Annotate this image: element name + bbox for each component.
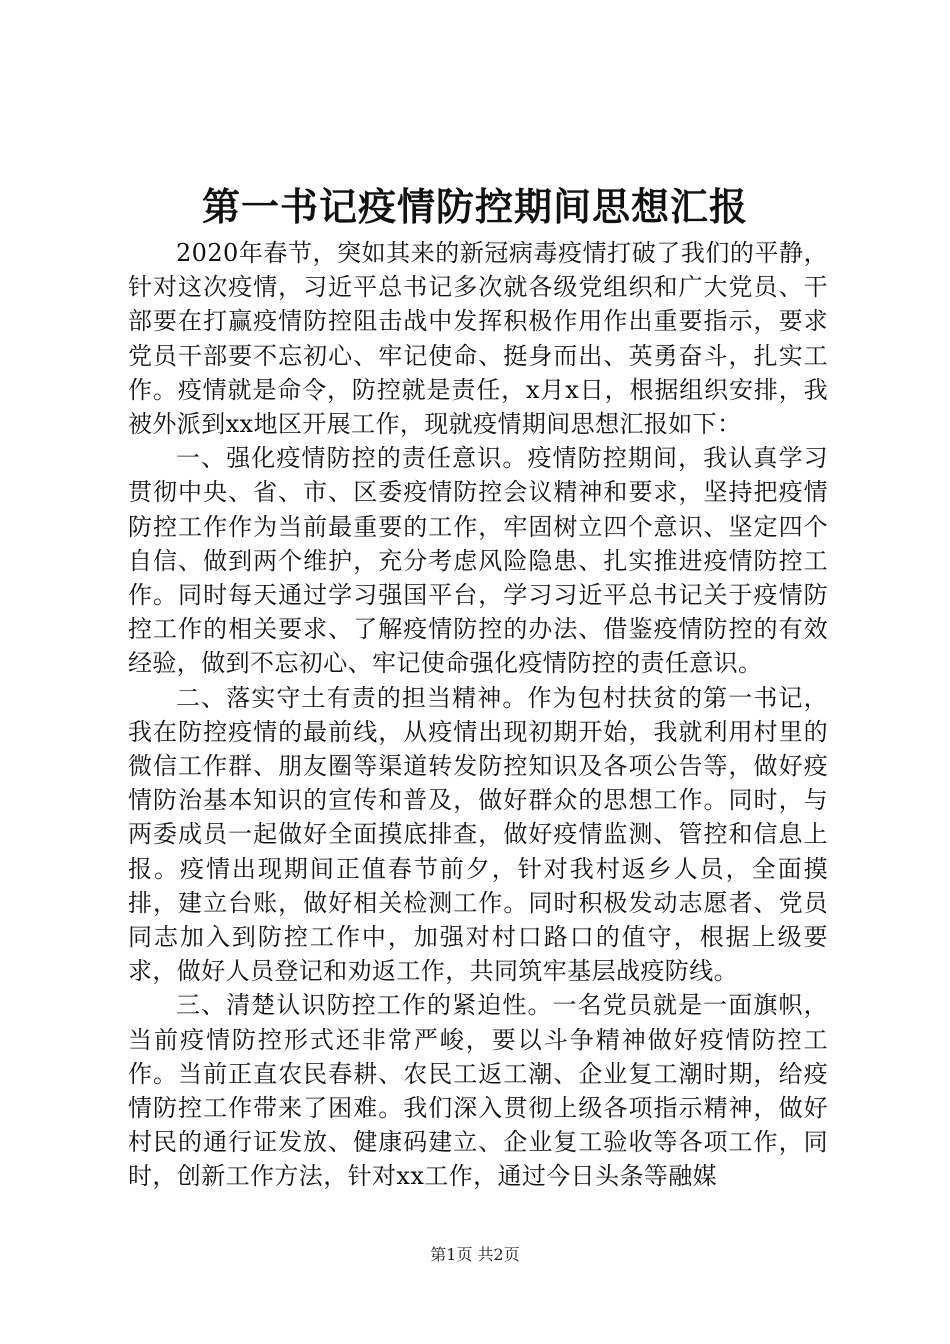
paragraph-intro: 2020年春节，突如其来的新冠病毒疫情打破了我们的平静，针对这次疫情，习近平总书记多次就各级党组织和广大党员、干部要在打赢疫情防控阻击战中发挥积极作用作出重要指示，要求党员干部要不忘初心、牢记使命、挺身而出、英勇奋斗，扎实工作。疫情就是命令，防控就是责任，x月x日，根据组织安排，我被外派到xx地区开展工作，现就疫情期间思想汇报如下： <box>128 239 828 439</box>
document-body <box>128 236 828 1194</box>
document-title: 第一书记疫情防控期间思想汇报 <box>201 184 748 229</box>
paragraph-section-1: 一、强化疫情防控的责任意识。疫情防控期间，我认真学习贯彻中央、省、市、区委疫情防控会议精神和要求，坚持把疫情防控工作作为当前最重要的工作，牢固树立四个意识、坚定四个自信、做到两个维护，充分考虑风险隐患、扎实推进疫情防控工作。同时每天通过学习强国平台，学习习近平总书记关于疫情防控工作的相关要求、了解疫情防控的办法、借鉴疫情防控的有效经验，做到不忘初心、牢记使命强化疫情防控的责任意识。 <box>128 444 828 678</box>
paragraph-section-2: 二、落实守土有责的担当精神。作为包村扶贫的第一书记，我在防控疫情的最前线，从疫情出现初期开始，我就利用村里的微信工作群、朋友圈等渠道转发防控知识及各项公告等，做好疫情防治基本知识的宣传和普及，做好群众的思想工作。同时，与两委成员一起做好全面摸底排查，做好疫情监测、管控和信息上报。疫情出现期间正值春节前夕，针对我村返乡人员，全面摸排，建立台账，做好相关检测工作。同时积极发动志愿者、党员同志加入到防控工作中，加强对村口路口的值守，根据上级要求，做好人员登记和劝返工作，共同筑牢基层战疫防线。 <box>128 683 828 986</box>
paragraph-section-3: 三、清楚认识防控工作的紧迫性。一名党员就是一面旗帜，当前疫情防控形式还非常严峻，要以斗争精神做好疫情防控工作。当前正直农民春耕、农民工返工潮、企业复工潮时期，给疫情防控工作带来了困难。我们深入贯彻上级各项指示精神，做好村民的通行证发放、健康码建立、企业复工验收等各项工作，同时，创新工作方法，针对xx工作，通过今日头条等融媒 <box>128 991 828 1191</box>
page-number-footer: 第1页 共2页 <box>430 1245 520 1264</box>
